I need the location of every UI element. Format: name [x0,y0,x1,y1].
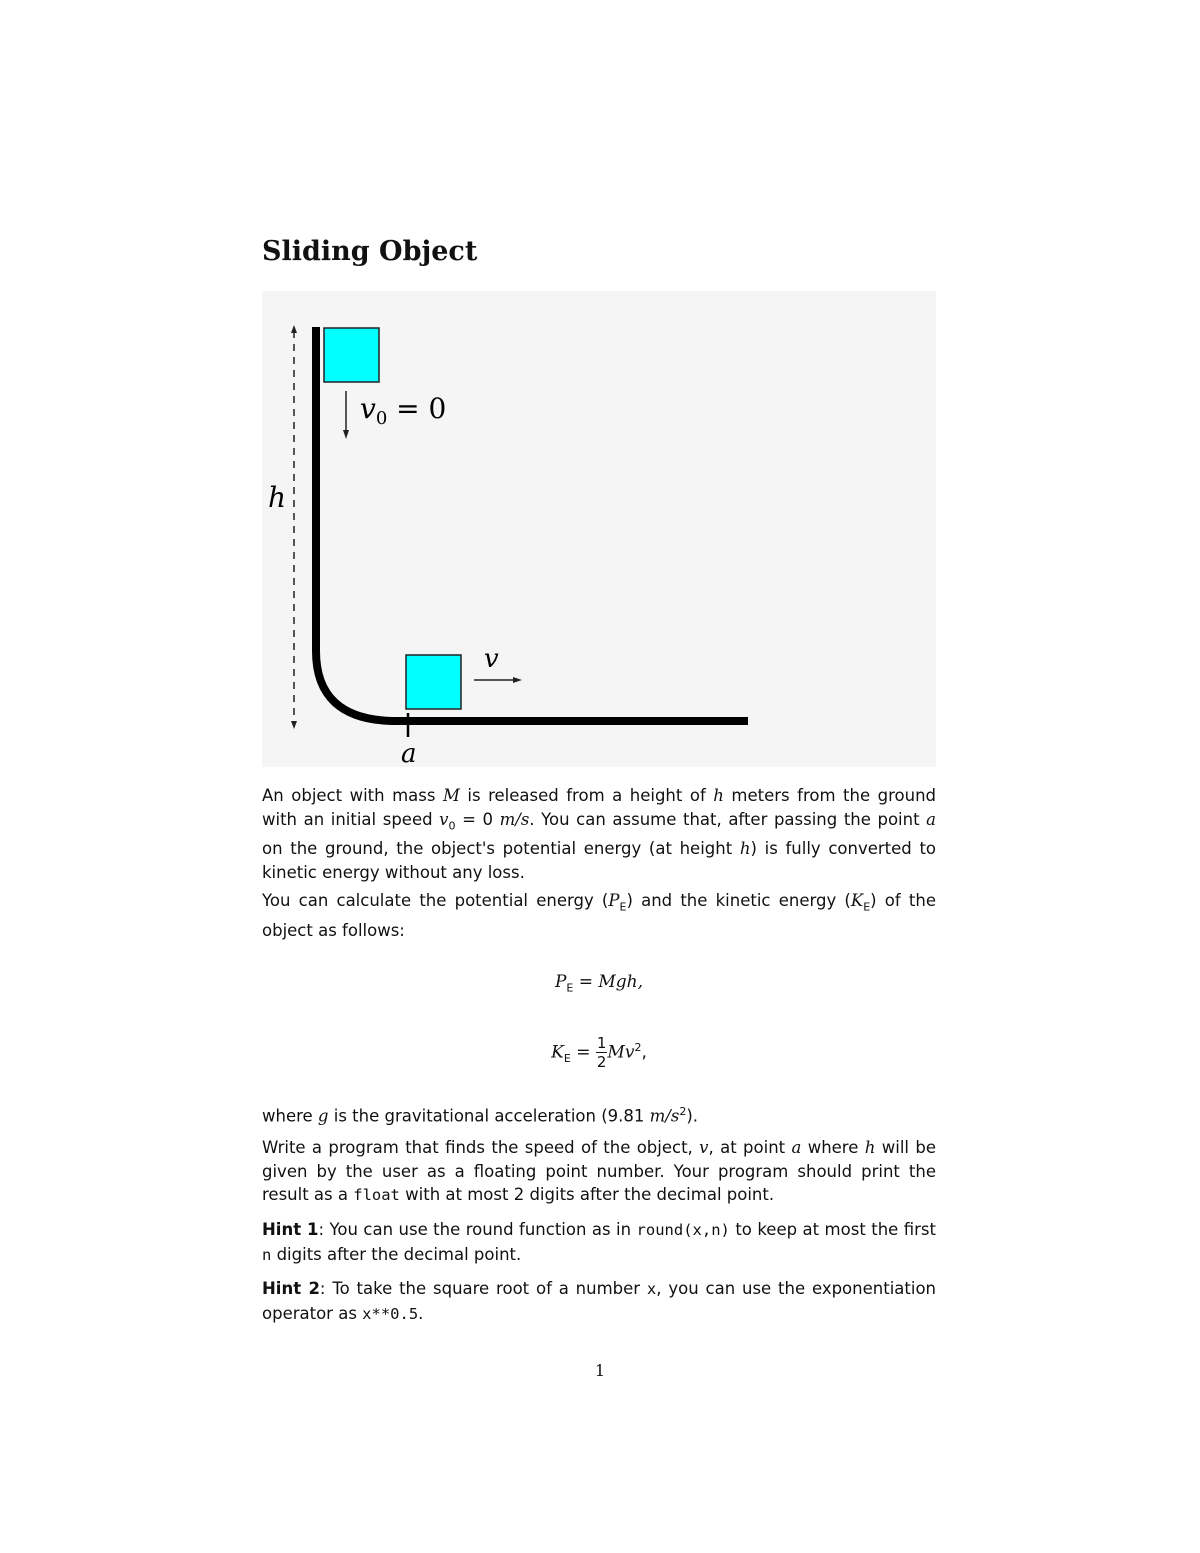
top-block [324,328,379,382]
page-number: 1 [594,1361,606,1380]
hint-2-label: Hint 2 [262,1279,320,1298]
label-v0-sub: 0 [375,408,388,429]
hint-1-label: Hint 1 [262,1220,319,1239]
right-arrow-head [513,677,522,683]
height-arrow-bottom [291,721,297,729]
height-arrow-top [291,325,297,333]
down-arrow-head [343,430,349,439]
label-h: h [268,481,287,514]
fraction-half: $\frac{1}{2}$ [596,1034,607,1071]
sliding-object-figure [262,291,936,767]
equation-potential-energy: $P_E$ = Mgh, [554,972,644,995]
page-title: Sliding Object [262,236,478,267]
paragraph-intro: An object with mass M is released from a height of h meters from the ground with an initial speed $v_0 = 0$ m/s. You can assume that, after passing the point a on the ground, the object's potential energy (at height h) is fully converted to kinetic energy without any loss. [262,786,937,882]
paragraph-energy: You can calculate the potential energy $(P_E)$ and the kinetic energy $(K_E)$ of the object as follows: [262,891,936,940]
diagram-svg [262,291,936,767]
label-v0-rest: = 0 [387,392,447,425]
paragraph-hint-2: Hint 2: To take the square root of a number x, you can use the exponentiation operator as x**0.5. [262,1279,936,1323]
track-path [316,327,748,721]
paragraph-gravity: where g is the gravitational acceleration (9.81 $m/s^2$). [262,1105,699,1126]
equation-kinetic-energy: $K_E$ = $\frac{1}{2}$ Mv$^2$, [551,1034,647,1071]
label-a: a [401,739,417,767]
label-v: v [484,644,499,674]
paragraph-task: Write a program that finds the speed of the object, v, at point a where h will be given by the user as a floating point number. Your program should print the result as a float with at most 2 digits after the decimal point. [262,1138,936,1204]
paragraph-hint-1: Hint 1: You can use the round function as in round(x,n) to keep at most the first n digits after the decimal point. [262,1220,937,1264]
label-v0 [360,392,446,429]
bottom-block [406,655,461,709]
label-v0-symbol: v [360,392,376,425]
